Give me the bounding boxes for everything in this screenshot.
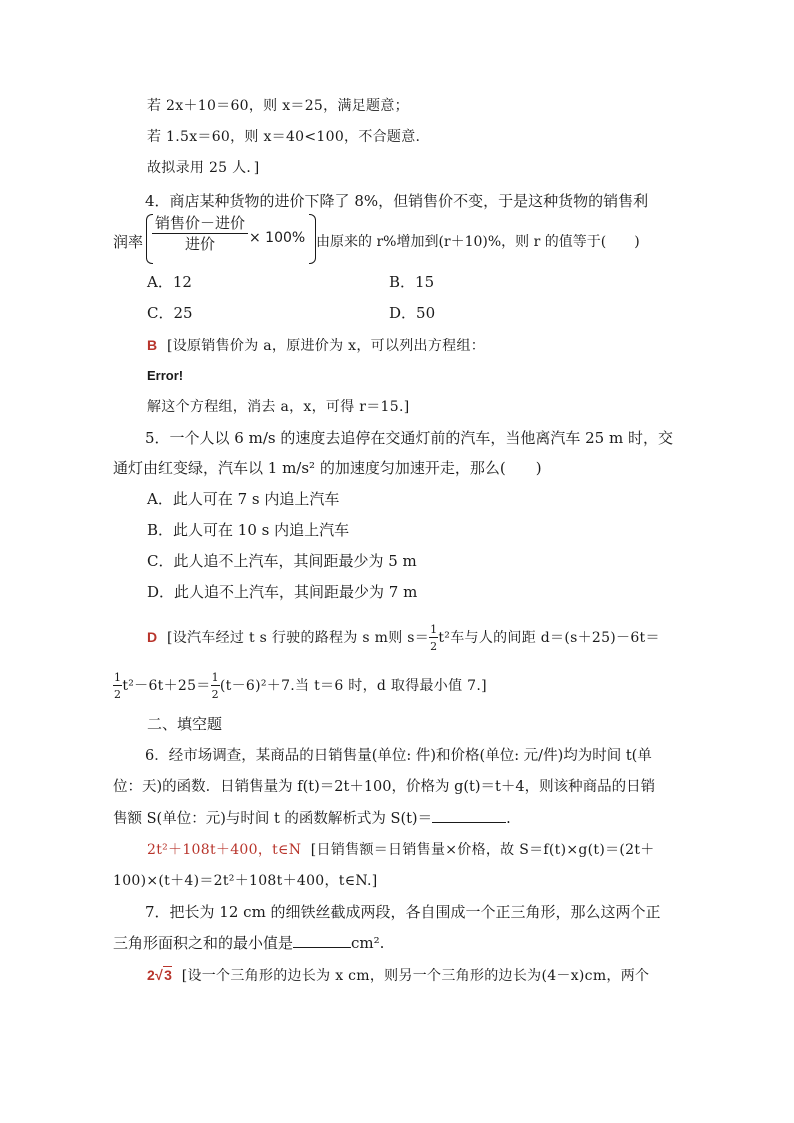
- question-6-text: 6．经市场调查，某商品的日销售量(单位: 件)和价格(单位: 元/件)均为时间 t(单: [145, 748, 652, 764]
- answer-blank: [432, 808, 506, 823]
- solution-line: 若 1.5x＝60，则 x＝40<100，不合题意.: [147, 129, 421, 145]
- error-text: Error!: [147, 368, 184, 383]
- question-7-text: 7．把长为 12 cm 的细铁丝截成两段，各自围成一个正三角形，那么这两个正: [145, 903, 661, 921]
- option-c: C．25: [147, 304, 193, 322]
- question-5-text: 5．一个人以 6 m/s 的速度去追停在交通灯前的汽车，当他离汽车 25 m 时，交: [145, 429, 673, 447]
- question-4-text: 4．商店某种货物的进价下降了 8%，但销售价不变，于是这种货物的销售利: [145, 192, 649, 210]
- question-4-text: 由原来的 r%增加到(r＋10)%，则 r 的值等于( ): [316, 234, 640, 250]
- profit-rate-formula: [146, 210, 316, 266]
- right-paren: [309, 214, 316, 264]
- times-percent: × 100%: [249, 230, 306, 246]
- solution-line: 故拟录用 25 人．]: [147, 160, 260, 176]
- option-b: B．15: [389, 273, 435, 291]
- option-a: A．12: [147, 273, 192, 291]
- half-fraction: $\frac{1}{2}$: [114, 671, 122, 701]
- answer-blank: [293, 933, 351, 948]
- solution-line: 2√3 [设一个三角形的边长为 x cm，则另一个三角形的边长为(4－x)cm，两个: [147, 967, 650, 984]
- solution-line: 解这个方程组，消去 a，x，可得 r＝15.]: [147, 399, 410, 415]
- option-d: D．此人追不上汽车，其间距最少为 7 m: [147, 583, 418, 601]
- answer-label: B: [147, 337, 158, 353]
- question-5-text: 通灯由红变绿，汽车以 1 m/s² 的加速度匀加速开走，那么( ): [113, 459, 542, 477]
- solution-line: $\frac{1}{2}$ t²－6t＋25＝ $\frac{1}{2}$ (t－6)²＋7.当 t＝6 时，d 取得最小值 7.]: [114, 671, 487, 701]
- question-7-text: 三角形面积之和的最小值是 cm².: [113, 934, 385, 952]
- solution-line: 100)×(t＋4)＝2t²＋108t＋400，t∈N.]: [113, 873, 378, 889]
- solution-line: 2t²＋108t＋400，t∈N [日销售额＝日销售量×价格，故 S＝f(t)×g(t)＝(2t＋: [147, 842, 655, 858]
- solution-line: D [设汽车经过 t s 行驶的路程为 s m则 s＝ $\frac{1}{2}$ t²车与人的间距 d＝(s＋25)－6t＝: [147, 623, 660, 653]
- answer-label: 2t²＋108t＋400，t∈N: [147, 842, 302, 858]
- option-a: A．此人可在 7 s 内追上汽车: [147, 490, 340, 508]
- answer-label: D: [147, 629, 158, 645]
- solution-line: 若 2x＋10＝60，则 x＝25，满足题意；: [147, 98, 409, 114]
- question-6-text: 售额 S(单位：元)与时间 t 的函数解析式为 S(t)＝ .: [113, 808, 511, 829]
- option-c: C．此人追不上汽车，其间距最少为 5 m: [147, 552, 417, 570]
- question-6-text: 位：天)的函数．日销售量为 f(t)＝2t＋100，价格为 g(t)＝t＋4，则该种商品的日销: [113, 779, 656, 795]
- option-b: B．此人可在 10 s 内追上汽车: [147, 521, 350, 539]
- answer-label: 2√3: [147, 967, 173, 983]
- section-heading: 二、填空题: [147, 715, 223, 733]
- half-fraction: $\frac{1}{2}$: [430, 623, 438, 653]
- half-fraction: $\frac{1}{2}$: [211, 671, 219, 701]
- option-d: D．50: [389, 304, 436, 322]
- question-4-text: 润率: [113, 233, 144, 251]
- profit-fraction: $\frac{\text{销售价－进价}}{\text{进价}}$: [152, 216, 248, 252]
- solution-line: B [设原销售价为 a，原进价为 x，可以列出方程组：: [147, 337, 486, 354]
